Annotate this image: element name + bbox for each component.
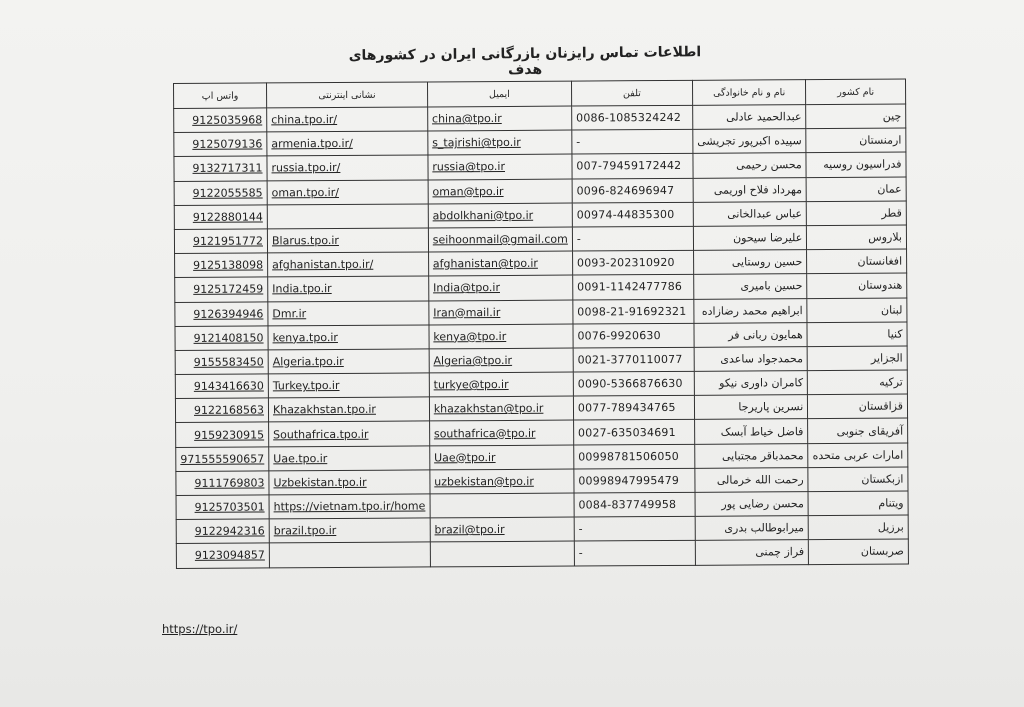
email-cell[interactable]: abdolkhani@tpo.ir <box>428 203 572 228</box>
phone-cell: 0093-202310920 <box>572 250 693 275</box>
whatsapp-cell[interactable]: 9143416630 <box>175 374 268 399</box>
phone-cell: 0084-837749958 <box>574 492 695 517</box>
header-name: نام و نام خانوادگی <box>692 80 806 106</box>
header-country: نام کشور <box>806 79 906 105</box>
email-cell[interactable]: India@tpo.ir <box>428 275 572 300</box>
country-cell: ویتنام <box>808 491 908 516</box>
name-cell: کامران داوری نیکو <box>694 371 808 396</box>
name-cell: مهرداد فلاح اوریمی <box>693 177 807 202</box>
phone-cell: - <box>574 517 695 542</box>
email-cell[interactable]: uzbekistan@tpo.ir <box>430 469 574 494</box>
name-cell: میرابوطالب بدری <box>695 516 809 541</box>
country-cell: عمان <box>806 177 906 202</box>
name-cell: فاضل خیاط آبسک <box>694 419 808 444</box>
website-cell[interactable]: afghanistan.tpo.ir/ <box>268 252 429 277</box>
whatsapp-cell[interactable]: 9126394946 <box>175 301 268 326</box>
phone-cell: 0076-9920630 <box>573 323 694 348</box>
country-cell: کنیا <box>807 322 907 347</box>
whatsapp-cell[interactable]: 9125079136 <box>174 132 267 157</box>
country-cell: الجزایر <box>807 346 907 371</box>
header-email: ایمیل <box>427 81 571 107</box>
phone-cell: 0091-1142477786 <box>573 275 694 300</box>
country-cell: برزیل <box>808 515 908 540</box>
whatsapp-cell[interactable]: 9122880144 <box>174 205 267 230</box>
country-cell: امارات عربی متحده <box>808 443 908 468</box>
email-cell[interactable] <box>430 493 574 518</box>
whatsapp-cell[interactable]: 9132717311 <box>174 156 267 181</box>
website-cell[interactable]: Khazakhstan.tpo.ir <box>268 397 429 422</box>
whatsapp-cell[interactable]: 9122168563 <box>175 398 268 423</box>
email-cell[interactable]: kenya@tpo.ir <box>429 324 573 349</box>
name-cell: محسن رحیمی <box>693 153 807 178</box>
country-cell: صربستان <box>809 539 909 564</box>
phone-cell: - <box>572 130 693 155</box>
whatsapp-cell[interactable]: 971555590657 <box>176 447 269 472</box>
whatsapp-cell[interactable]: 9123094857 <box>176 543 269 568</box>
whatsapp-cell[interactable]: 9125138098 <box>175 253 268 278</box>
country-cell: ازبکستان <box>808 467 908 492</box>
country-cell: قزاقستان <box>808 394 908 419</box>
name-cell: حسین روستایی <box>693 250 807 275</box>
name-cell: حسین بامیری <box>694 274 808 299</box>
phone-cell: 00974-44835300 <box>572 202 693 227</box>
website-cell[interactable]: Uzbekistan.tpo.ir <box>269 470 430 495</box>
phone-cell: 0077-789434765 <box>573 396 694 421</box>
email-cell[interactable]: brazil@tpo.ir <box>430 517 574 542</box>
country-cell: هندوستان <box>807 273 907 298</box>
whatsapp-cell[interactable]: 9125703501 <box>176 495 269 520</box>
whatsapp-cell[interactable]: 9111769803 <box>176 471 269 496</box>
name-cell: ابراهیم محمد رضازاده <box>694 298 808 323</box>
name-cell: سپیده اکبرپور تجریشی <box>693 129 807 154</box>
country-cell: افغانستان <box>807 249 907 274</box>
website-cell[interactable]: armenia.tpo.ir/ <box>267 131 428 156</box>
country-cell: ترکیه <box>808 370 908 395</box>
phone-cell: - <box>572 226 693 251</box>
country-cell: لبنان <box>807 298 907 323</box>
table-row <box>176 539 908 568</box>
email-cell[interactable]: oman@tpo.ir <box>428 179 572 204</box>
whatsapp-cell[interactable]: 9159230915 <box>176 422 269 447</box>
email-cell[interactable]: seihoonmail@gmail.com <box>428 227 572 252</box>
email-cell[interactable] <box>430 541 574 566</box>
website-cell[interactable]: Blarus.tpo.ir <box>267 228 428 253</box>
country-cell: بلاروس <box>807 225 907 250</box>
website-cell[interactable]: Uae.tpo.ir <box>269 446 430 471</box>
name-cell: رحمت الله خرمالی <box>695 467 809 492</box>
website-cell[interactable]: brazil.tpo.ir <box>269 518 430 543</box>
country-cell: ارمنستان <box>806 128 906 153</box>
phone-cell: 0086-1085324242 <box>572 105 693 130</box>
email-cell[interactable]: china@tpo.ir <box>427 106 571 131</box>
website-cell[interactable]: china.tpo.ir/ <box>267 107 428 132</box>
website-cell[interactable]: India.tpo.ir <box>268 276 429 301</box>
name-cell: عباس عبدالخانی <box>693 201 807 226</box>
footer-link[interactable]: https://tpo.ir/ <box>162 622 238 636</box>
email-cell[interactable]: afghanistan@tpo.ir <box>428 251 572 276</box>
email-cell[interactable]: Uae@tpo.ir <box>430 445 574 470</box>
website-cell[interactable]: russia.tpo.ir/ <box>267 155 428 180</box>
phone-cell: 007-79459172442 <box>572 154 693 179</box>
phone-cell: 0027-635034691 <box>573 420 694 445</box>
phone-cell: 0098-21-91692321 <box>573 299 694 324</box>
name-cell: فراز چمنی <box>695 540 809 565</box>
whatsapp-cell[interactable]: 9155583450 <box>175 350 268 375</box>
whatsapp-cell[interactable]: 9122055585 <box>174 180 267 205</box>
email-cell[interactable]: russia@tpo.ir <box>428 154 572 179</box>
header-whatsapp: واتس اپ <box>174 83 267 109</box>
website-cell[interactable]: Algeria.tpo.ir <box>268 349 429 374</box>
phone-cell: 0021-3770110077 <box>573 347 694 372</box>
name-cell: عبدالحمید عادلی <box>693 105 807 130</box>
email-cell[interactable]: Iran@mail.ir <box>429 300 573 325</box>
website-cell[interactable] <box>269 542 430 567</box>
website-cell[interactable]: Turkey.tpo.ir <box>268 373 429 398</box>
name-cell: علیرضا سیحون <box>693 226 807 251</box>
country-cell: قطر <box>807 201 907 226</box>
email-cell[interactable]: turkye@tpo.ir <box>429 372 573 397</box>
phone-cell: 0096-824696947 <box>572 178 693 203</box>
phone-cell: 00998947995479 <box>574 468 695 493</box>
email-cell[interactable]: Algeria@tpo.ir <box>429 348 573 373</box>
email-cell[interactable]: s_tajrishi@tpo.ir <box>428 130 572 155</box>
header-phone: تلفن <box>571 80 692 106</box>
whatsapp-cell[interactable]: 9122942316 <box>176 519 269 544</box>
website-cell[interactable]: Dmr.ir <box>268 300 429 325</box>
country-cell: فدراسیون روسیه <box>806 152 906 177</box>
contacts-table <box>173 79 909 569</box>
phone-cell: - <box>574 541 695 566</box>
website-cell[interactable]: https://vietnam.tpo.ir/home <box>269 494 430 519</box>
email-cell[interactable]: khazakhstan@tpo.ir <box>429 396 573 421</box>
name-cell: محمدجواد ساعدی <box>694 347 808 372</box>
name-cell: محسن رضایی پور <box>695 492 809 517</box>
whatsapp-cell[interactable]: 9125035968 <box>174 108 267 133</box>
whatsapp-cell[interactable]: 9121408150 <box>175 326 268 351</box>
website-cell[interactable]: kenya.tpo.ir <box>268 325 429 350</box>
phone-cell: 00998781506050 <box>574 444 695 469</box>
document-title: اطلاعات تماس رایزنان بازرگانی ایران در کشورهای هدف <box>348 44 702 79</box>
name-cell: محمدباقر مجتبایی <box>695 443 809 468</box>
header-website: نشانی اینترنتی <box>266 82 427 108</box>
phone-cell: 0090-5366876630 <box>573 371 694 396</box>
email-cell[interactable]: southafrica@tpo.ir <box>429 420 573 445</box>
website-cell[interactable]: oman.tpo.ir/ <box>267 180 428 205</box>
whatsapp-cell[interactable]: 9125172459 <box>175 277 268 302</box>
whatsapp-cell[interactable]: 9121951772 <box>174 229 267 254</box>
name-cell: نسرین پاریرجا <box>694 395 808 420</box>
country-cell: چین <box>806 104 906 129</box>
name-cell: همایون ربانی فر <box>694 322 808 347</box>
website-cell[interactable] <box>267 204 428 229</box>
country-cell: آفریقای جنوبی <box>808 418 908 443</box>
website-cell[interactable]: Southafrica.tpo.ir <box>269 421 430 446</box>
